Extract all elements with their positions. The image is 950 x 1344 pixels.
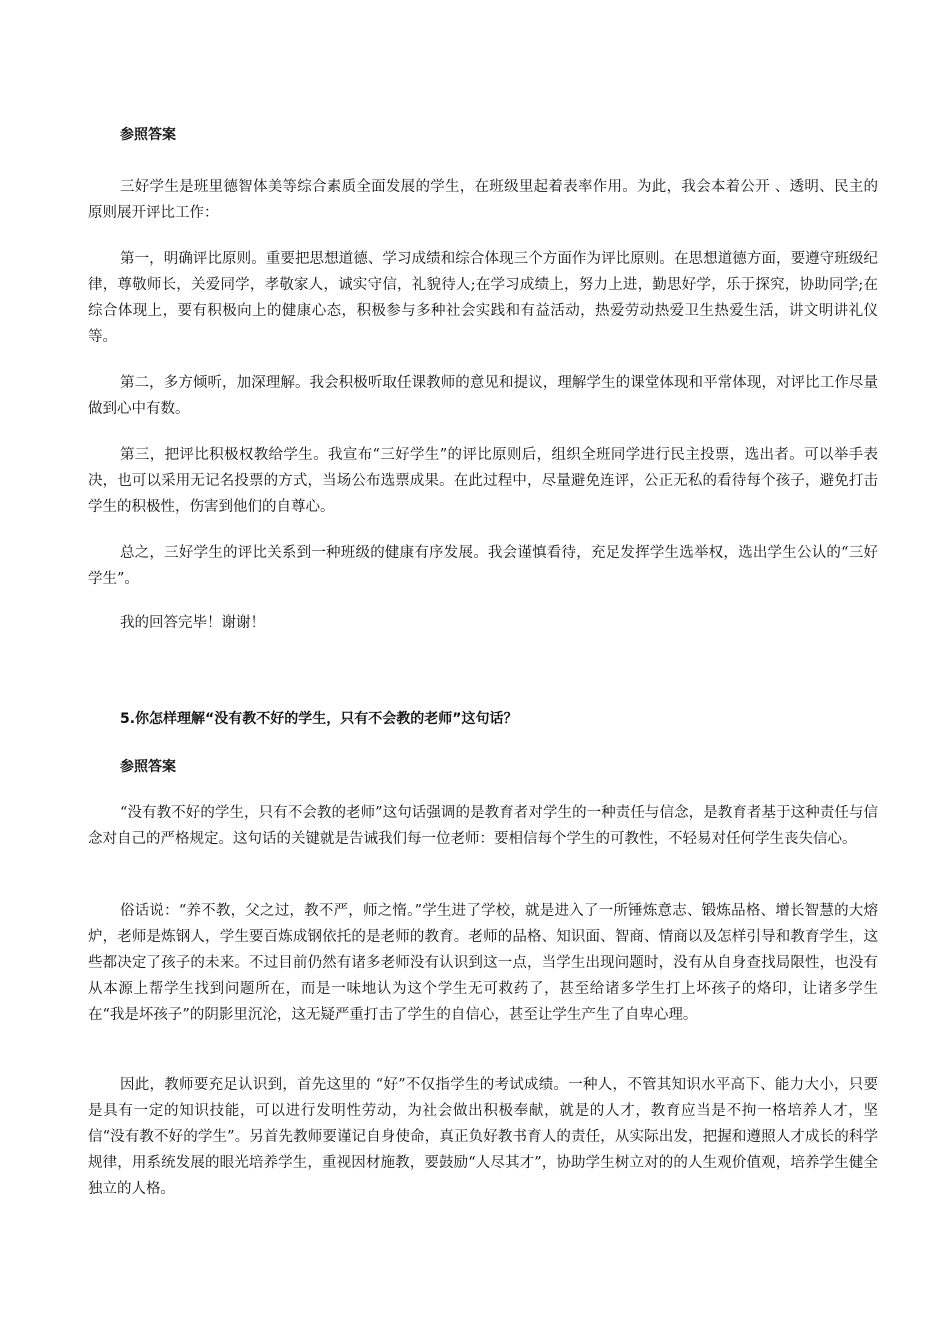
closing-remark: 我的回答完毕！谢谢！ <box>120 615 265 631</box>
section-heading-answer-2: 参照答案 <box>120 759 176 775</box>
paragraph-first-point: 第一，明确评比原则。重要把思想道德、学习成绩和综合体现三个方面作为评比原则。在思想道德方面，要遵守班级纪律，尊敬师长，关爱同学，孝敬家人，诚实守信，礼貌待人;在学习成绩上，努力上进，勤思好学，乐于探究，协助同学;在综合体现上，要有积极向上的健康心态，积极参与多种社会实践和有益活动，热爱劳动热爱卫生热爱生活，讲文明讲礼仪等。 <box>88 251 879 345</box>
paragraph-therefore: 因此，教师要充足认识到，首先这里的 “好”不仅指学生的考试成绩。一种人，不管其知识水平高下、能力大小，只要是具有一定的知识技能，可以进行发明性劳动，为社会做出积极奉献，就是的人才，教育应当是不拘一格培养人才，坚信“没有教不好的学生”。另首先教师要谨记自身使命，真正负好教书育人的责任，从实际出发，把握和遵照人才成长的科学规律，用系统发展的眼光培养学生，重视因材施教，要鼓励“人尽其才”，协助学生树立对的的人生观价值观，培养学生健全独立的人格。 <box>88 1077 878 1197</box>
paragraph-second-point: 第二，多方倾听，加深理解。我会积极听取任课教师的意见和提议，理解学生的课堂体现和平常体现，对评比工作尽量做到心中有数。 <box>88 375 878 417</box>
paragraph-conclusion: 总之，三好学生的评比关系到一种班级的健康有序发展。我会谨慎看待，充足发挥学生选举权，选出学生公认的“三好学生”。 <box>88 545 878 587</box>
section-heading-answer: 参照答案 <box>120 127 176 143</box>
paragraph-proverb: 俗话说：“养不教，父之过，教不严，师之惰。”学生进了学校，就是进入了一所锤炼意志、锻炼品格、增长智慧的大熔炉，老师是炼钢人，学生要百炼成钢依托的是老师的教育。老师的品格、知识面、智商、情商以及怎样引导和教育学生，这些都决定了孩子的未来。不过目前仍然有诸多老师没有认识到这一点，当学生出现问题时，没有从自身查找局限性，也没有从本源上帮学生找到问题所在，而是一味地认为这个学生无可救药了，甚至给诸多学生打上坏孩子的烙印，让诸多学生在“我是坏孩子”的阴影里沉沦，这无疑严重打击了学生的自信心，甚至让学生产生了自卑心理。 <box>88 903 878 1023</box>
question-title: 5.你怎样理解“没有教不好的学生，只有不会教的老师”这句话？ <box>120 711 518 727</box>
paragraph-intro: 三好学生是班里德智体美等综合素质全面发展的学生，在班级里起着表率作用。为此，我会本着公开 、透明、民主的原则展开评比工作： <box>88 179 878 221</box>
paragraph-third-point: 第三，把评比积极权教给学生。我宣布“三好学生”的评比原则后，组织全班同学进行民主投票，选出者。可以举手表决，也可以采用无记名投票的方式，当场公布选票成果。在此过程中，尽量避免连评，公正无私的看待每个孩子，避免打击学生的积极性，伤害到他们的自尊心。 <box>88 447 878 515</box>
paragraph-answer-intro: “没有教不好的学生，只有不会教的老师”这句话强调的是教育者对学生的一种责任与信念，是教育者基于这种责任与信念对自己的严格规定。这句话的关键就是告诫我们每一位老师：要相信每个学生的可教性，不轻易对任何学生丧失信心。 <box>88 805 878 847</box>
